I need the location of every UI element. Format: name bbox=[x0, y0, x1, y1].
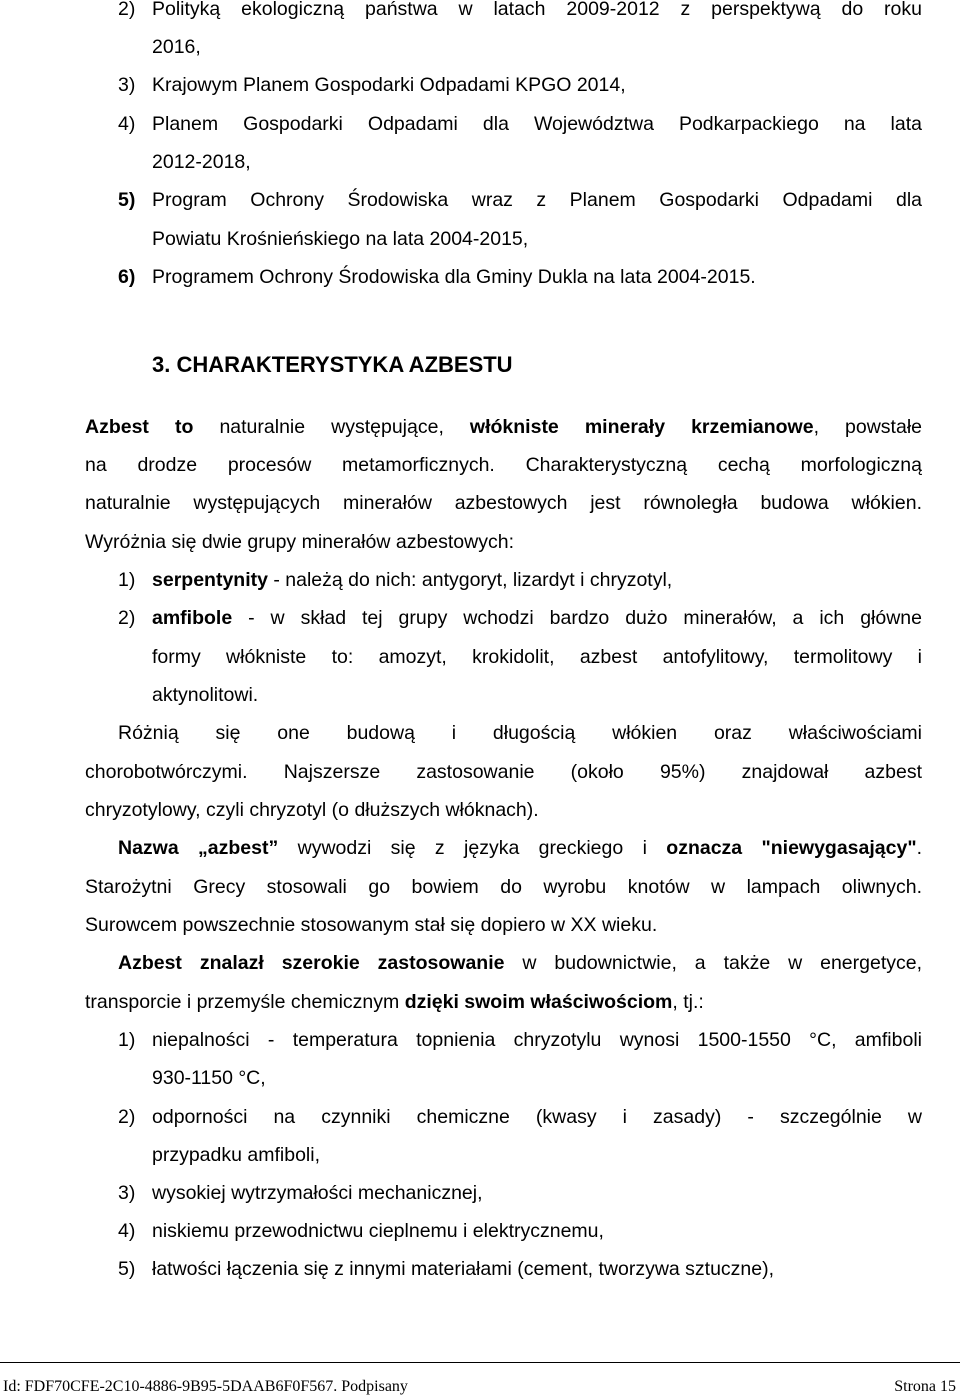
paragraph-line: chorobotwórczymi. Najszersze zastosowanie (około 95%) znajdował azbest bbox=[85, 761, 922, 783]
list-num: 4) bbox=[118, 113, 136, 135]
list-num: 2) bbox=[118, 1106, 136, 1128]
text: , powstałe bbox=[813, 416, 922, 438]
paragraph-line: naturalnie występujących minerałów azbestowych jest równoległa budowa włókien. bbox=[85, 492, 922, 514]
paragraph-line bbox=[118, 951, 922, 975]
paragraph-line: Wyróżnia się dwie grupy minerałów azbestowych: bbox=[85, 531, 514, 553]
bold-text: amfibole bbox=[152, 607, 233, 629]
list-item-text: wysokiej wytrzymałości mechanicznej, bbox=[152, 1182, 483, 1204]
section-heading: 3. CHARAKTERYSTYKA AZBESTU bbox=[152, 352, 513, 377]
bold-text: Azbest znalazł szerokie zastosowanie bbox=[118, 952, 505, 974]
list-num: 4) bbox=[118, 1220, 136, 1242]
text: , tj.: bbox=[672, 991, 704, 1013]
text: . bbox=[916, 837, 922, 859]
list-num: 2) bbox=[118, 0, 136, 20]
list-num: 3) bbox=[118, 74, 136, 96]
text: wywodzi się z języka greckiego i bbox=[278, 837, 667, 859]
list-item-text: formy włókniste to: amozyt, krokidolit, azbest antofylitowy, termolitowy i bbox=[152, 646, 922, 668]
list-item-text: 2012-2018, bbox=[152, 151, 251, 173]
bold-text: oznacza "niewygasający" bbox=[666, 837, 917, 859]
bold-text: Nazwa „azbest” bbox=[118, 837, 279, 859]
list-item-text bbox=[152, 606, 922, 630]
list-num: 1) bbox=[118, 569, 136, 591]
text: naturalnie występujące, bbox=[193, 416, 470, 438]
bold-text: serpentynity bbox=[152, 569, 268, 591]
paragraph-line bbox=[118, 836, 922, 860]
list-item-text: Krajowym Planem Gospodarki Odpadami KPGO 2014, bbox=[152, 74, 626, 96]
text: - należą do nich: antygoryt, lizardyt i chryzotyl, bbox=[267, 569, 673, 591]
list-item-text: niepalności - temperatura topnienia chryzotylu wynosi 1500-1550 °C, amfiboli bbox=[152, 1029, 922, 1051]
paragraph-line: na drodze procesów metamorficznych. Charakterystyczną cechą morfologiczną bbox=[85, 454, 922, 476]
list-item-text: Program Ochrony Środowiska wraz z Planem Gospodarki Odpadami dla bbox=[152, 189, 922, 211]
text: - w skład tej grupy wchodzi bardzo dużo minerałów, a ich główne bbox=[232, 607, 922, 629]
list-item-text: odporności na czynniki chemiczne (kwasy i zasady) - szczególnie w bbox=[152, 1106, 922, 1128]
list-num: 6) bbox=[118, 266, 136, 288]
paragraph-line: Różnią się one budową i długością włókien oraz właściwościami bbox=[118, 722, 922, 744]
list-item-text: łatwości łączenia się z innymi materiałami (cement, tworzywa sztuczne), bbox=[152, 1258, 775, 1280]
list-item-text: aktynolitowi. bbox=[152, 684, 259, 706]
paragraph-line: chryzotylowy, czyli chryzotyl (o dłuższych włóknach). bbox=[85, 799, 539, 821]
bold-text: dzięki swoim właściwościom bbox=[404, 991, 673, 1013]
paragraph-line bbox=[85, 415, 922, 439]
paragraph-line: Surowcem powszechnie stosowanym stał się dopiero w XX wieku. bbox=[85, 914, 658, 936]
bold-text: włókniste minerały krzemianowe bbox=[469, 416, 814, 438]
list-item-text: 2016, bbox=[152, 36, 201, 58]
list-num: 1) bbox=[118, 1029, 136, 1051]
paragraph-line bbox=[85, 990, 704, 1014]
bold-text: Azbest to bbox=[85, 416, 194, 438]
list-item-text: Polityką ekologiczną państwa w latach 2009-2012 z perspektywą do roku bbox=[152, 0, 922, 20]
list-num: 2) bbox=[118, 607, 136, 629]
list-item-text: przypadku amfiboli, bbox=[152, 1144, 320, 1166]
list-item-text bbox=[152, 568, 672, 592]
list-num: 5) bbox=[118, 189, 136, 211]
text: transporcie i przemyśle chemicznym bbox=[85, 991, 405, 1013]
list-item-text: 930-1150 °C, bbox=[152, 1067, 266, 1089]
footer-page-number: Strona 15 bbox=[894, 1378, 956, 1395]
list-num: 5) bbox=[118, 1258, 136, 1280]
paragraph-line: Starożytni Grecy stosowali go bowiem do wyrobu knotów w lampach oliwnych. bbox=[85, 876, 922, 898]
text: w budownictwie, a także w energetyce, bbox=[504, 952, 922, 974]
list-item-text: Programem Ochrony Środowiska dla Gminy Dukla na lata 2004-2015. bbox=[152, 266, 756, 288]
list-item-text: Powiatu Krośnieńskiego na lata 2004-2015, bbox=[152, 228, 529, 250]
footer-rule bbox=[0, 1362, 960, 1363]
list-item-text: niskiemu przewodnictwu cieplnemu i elektrycznemu, bbox=[152, 1220, 604, 1242]
list-item-text: Planem Gospodarki Odpadami dla Województwa Podkarpackiego na lata bbox=[152, 113, 922, 135]
list-num: 3) bbox=[118, 1182, 136, 1204]
footer-document-id: Id: FDF70CFE-2C10-4886-9B95-5DAAB6F0F567. Podpisany bbox=[3, 1378, 408, 1395]
